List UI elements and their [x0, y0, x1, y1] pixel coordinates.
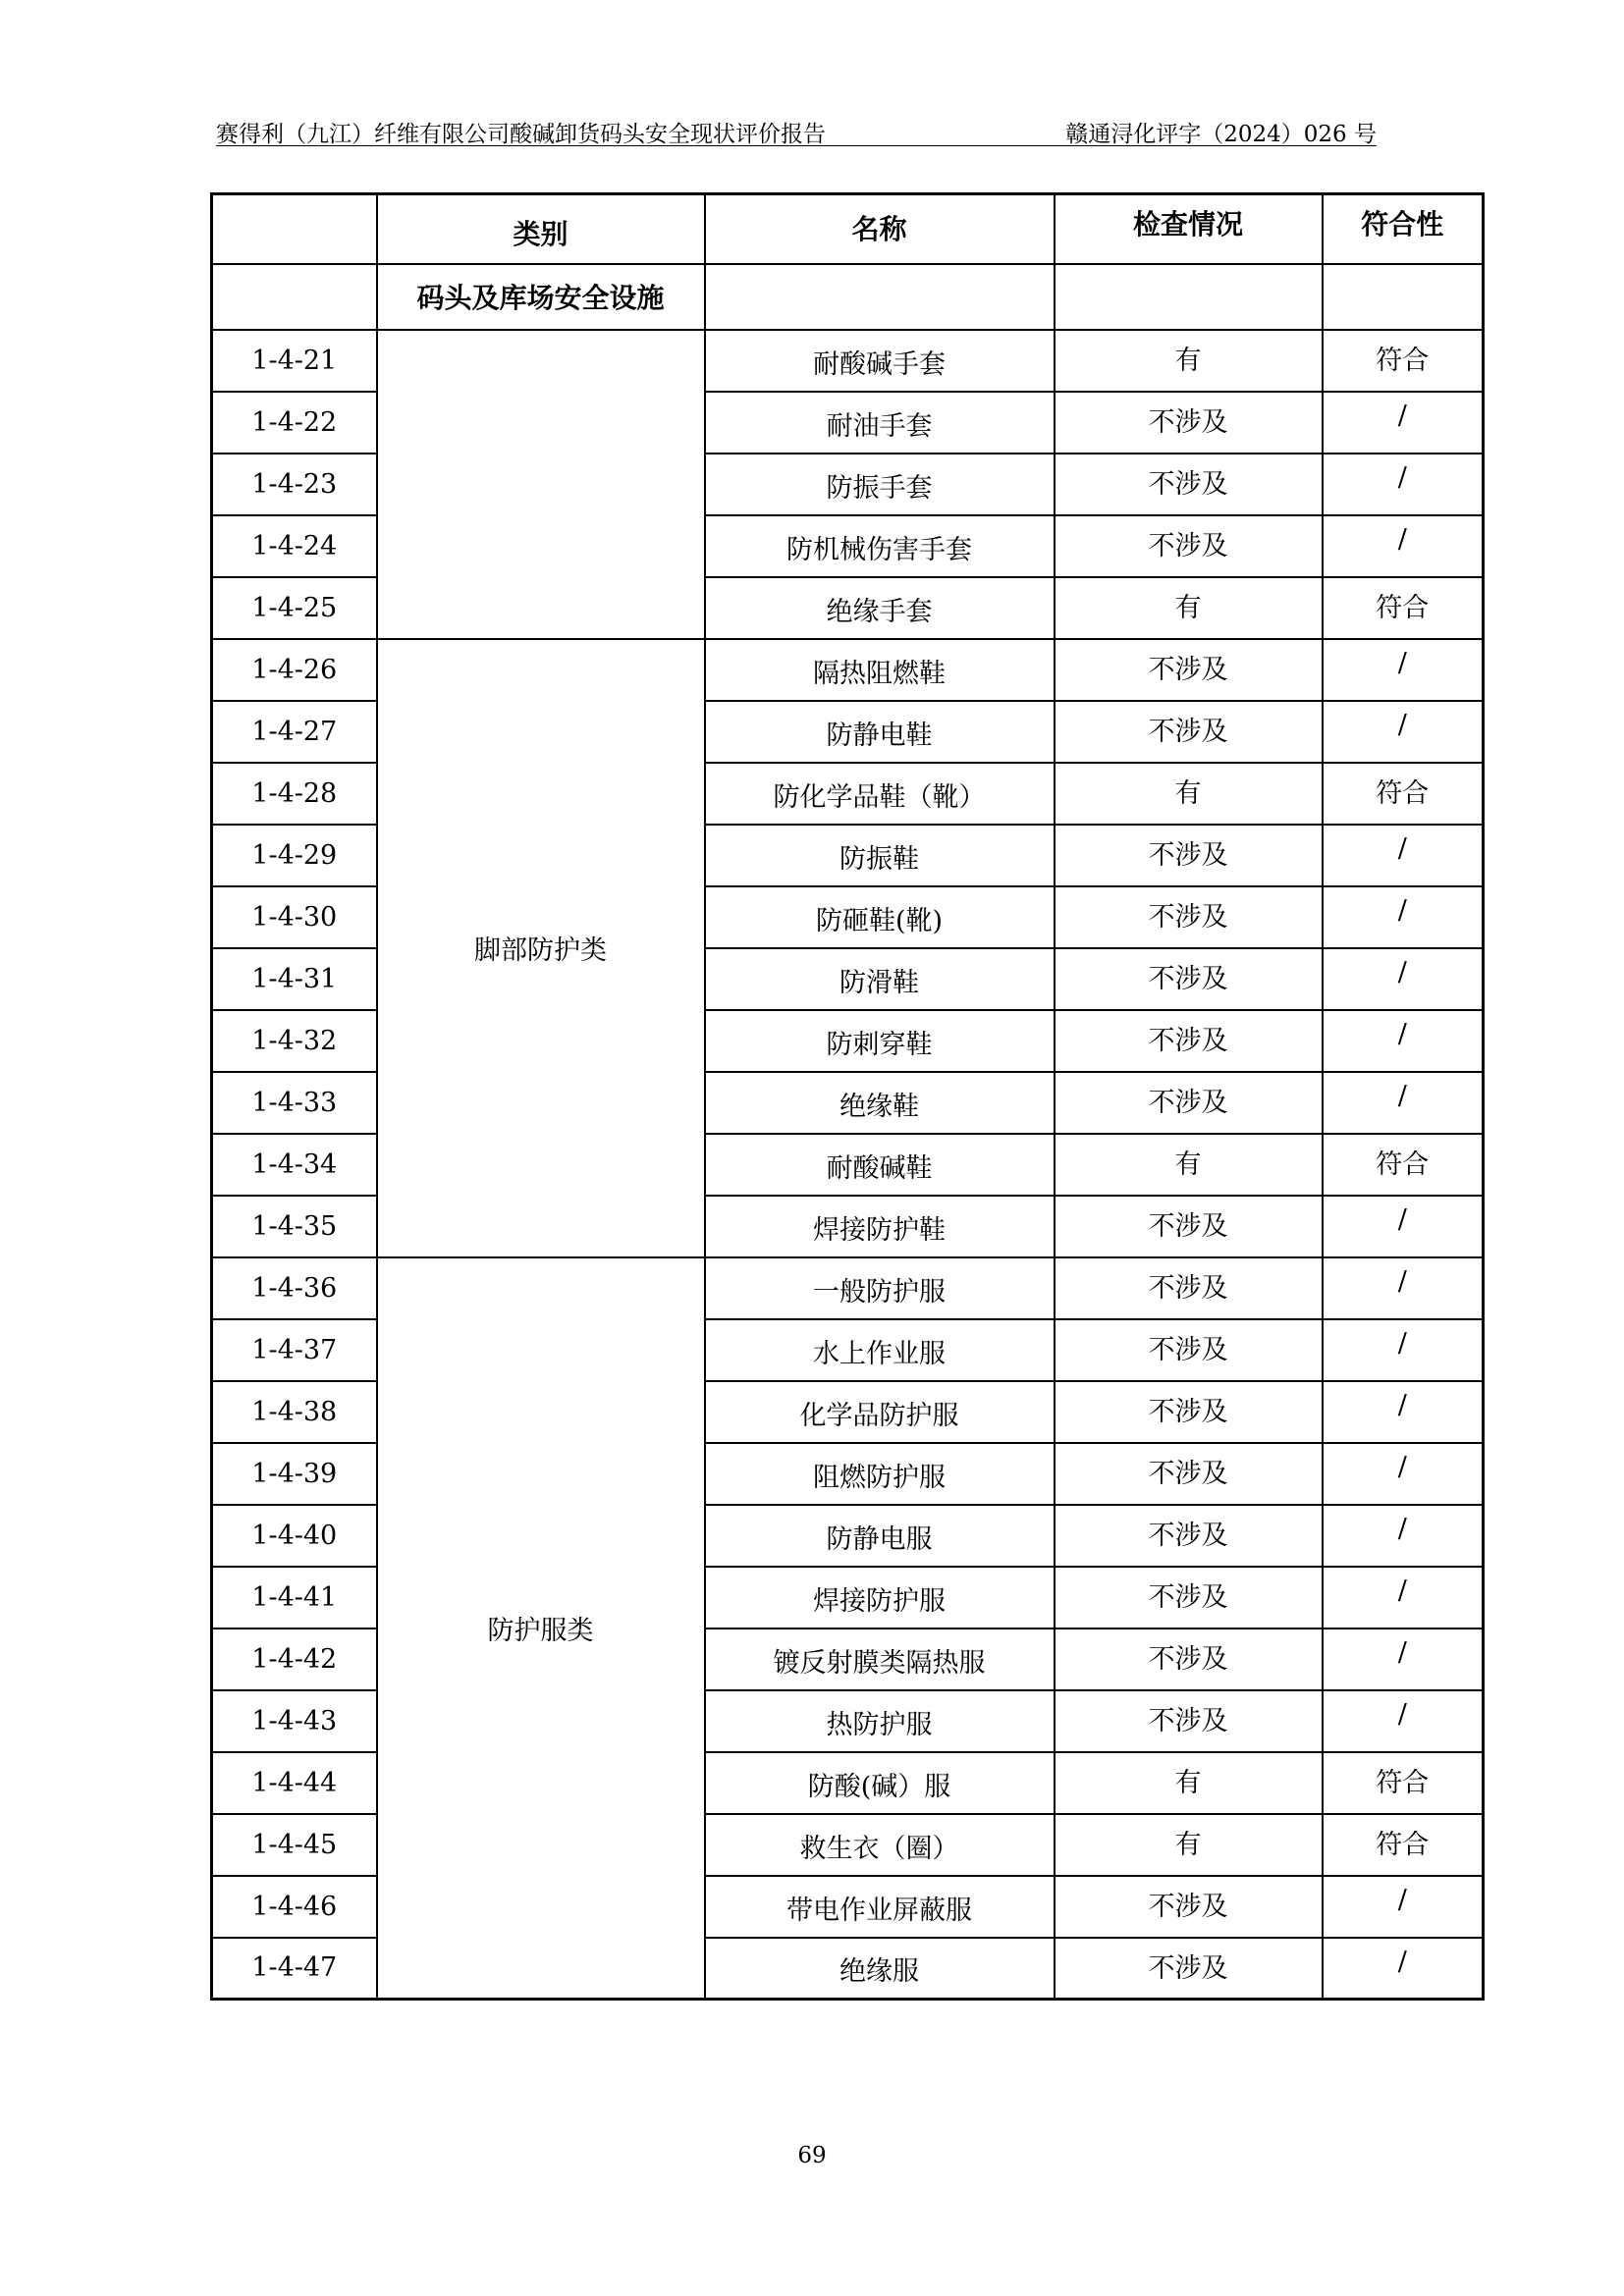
category-cell: 脚部防护类 [377, 639, 705, 1257]
item-id: 1-4-44 [212, 1752, 377, 1814]
check-status: 不涉及 [1055, 639, 1323, 701]
item-name: 防机械伤害手套 [705, 515, 1055, 577]
check-status: 有 [1055, 1134, 1323, 1196]
check-status: 不涉及 [1055, 1072, 1323, 1134]
compliance-status: / [1323, 1072, 1484, 1134]
page-header [216, 116, 1377, 146]
section-empty-cell [212, 264, 377, 330]
check-status: 不涉及 [1055, 948, 1323, 1010]
header-id [212, 194, 377, 264]
section-title: 码头及库场安全设施 [377, 264, 705, 330]
compliance-status: / [1323, 1690, 1484, 1752]
compliance-status: / [1323, 1505, 1484, 1567]
check-status: 有 [1055, 1752, 1323, 1814]
item-id: 1-4-28 [212, 763, 377, 825]
header-compliance: 符合性 [1323, 194, 1484, 264]
item-id: 1-4-21 [212, 330, 377, 392]
item-name: 耐酸碱手套 [705, 330, 1055, 392]
item-name: 防滑鞋 [705, 948, 1055, 1010]
compliance-status: / [1323, 515, 1484, 577]
compliance-status: / [1323, 1381, 1484, 1443]
item-id: 1-4-46 [212, 1876, 377, 1938]
item-id: 1-4-40 [212, 1505, 377, 1567]
check-status: 不涉及 [1055, 1567, 1323, 1629]
item-name: 救生衣（圈） [705, 1814, 1055, 1876]
header-check: 检查情况 [1055, 194, 1323, 264]
item-id: 1-4-41 [212, 1567, 377, 1629]
check-status: 不涉及 [1055, 1257, 1323, 1319]
header-category: 类别 [377, 194, 705, 264]
item-id: 1-4-36 [212, 1257, 377, 1319]
check-status: 有 [1055, 1814, 1323, 1876]
section-empty-cell [705, 264, 1055, 330]
item-name: 焊接防护鞋 [705, 1196, 1055, 1257]
report-number: 赣通浔化评字（2024）026 号 [1065, 122, 1377, 147]
compliance-status: 符合 [1323, 763, 1484, 825]
inspection-table [210, 192, 1485, 2001]
item-name: 防刺穿鞋 [705, 1010, 1055, 1072]
compliance-status: / [1323, 1876, 1484, 1938]
item-name: 耐油手套 [705, 392, 1055, 454]
check-status: 有 [1055, 330, 1323, 392]
check-status: 不涉及 [1055, 454, 1323, 515]
item-id: 1-4-32 [212, 1010, 377, 1072]
compliance-status: 符合 [1323, 577, 1484, 639]
item-name: 防静电鞋 [705, 701, 1055, 763]
item-id: 1-4-30 [212, 886, 377, 948]
item-name: 防振鞋 [705, 825, 1055, 886]
item-name: 镀反射膜类隔热服 [705, 1629, 1055, 1690]
check-status: 有 [1055, 763, 1323, 825]
compliance-status: / [1323, 886, 1484, 948]
section-empty-cell [1055, 264, 1323, 330]
item-name: 绝缘服 [705, 1938, 1055, 2000]
page-number: 69 [797, 2143, 827, 2168]
table-row [212, 1257, 1484, 1319]
check-status: 不涉及 [1055, 515, 1323, 577]
compliance-status: / [1323, 1443, 1484, 1505]
compliance-status: / [1323, 1567, 1484, 1629]
check-status: 不涉及 [1055, 1505, 1323, 1567]
item-name: 绝缘手套 [705, 577, 1055, 639]
check-status: 不涉及 [1055, 392, 1323, 454]
check-status: 不涉及 [1055, 1381, 1323, 1443]
item-name: 防砸鞋(靴) [705, 886, 1055, 948]
compliance-status: 符合 [1323, 1134, 1484, 1196]
item-name: 防化学品鞋（靴） [705, 763, 1055, 825]
check-status: 不涉及 [1055, 1690, 1323, 1752]
item-name: 绝缘鞋 [705, 1072, 1055, 1134]
item-id: 1-4-29 [212, 825, 377, 886]
item-name: 防静电服 [705, 1505, 1055, 1567]
table-row [212, 330, 1484, 392]
report-title: 赛得利（九江）纤维有限公司酸碱卸货码头安全现状评价报告 [216, 122, 826, 147]
item-id: 1-4-47 [212, 1938, 377, 2000]
check-status: 不涉及 [1055, 1629, 1323, 1690]
check-status: 不涉及 [1055, 886, 1323, 948]
item-name: 隔热阻燃鞋 [705, 639, 1055, 701]
compliance-status: / [1323, 1629, 1484, 1690]
compliance-status: / [1323, 1196, 1484, 1257]
item-id: 1-4-42 [212, 1629, 377, 1690]
check-status: 不涉及 [1055, 1443, 1323, 1505]
compliance-status: 符合 [1323, 1814, 1484, 1876]
item-name: 防振手套 [705, 454, 1055, 515]
item-id: 1-4-24 [212, 515, 377, 577]
category-cell: 防护服类 [377, 1257, 705, 2000]
check-status: 不涉及 [1055, 1938, 1323, 2000]
item-name: 防酸(碱）服 [705, 1752, 1055, 1814]
item-id: 1-4-43 [212, 1690, 377, 1752]
compliance-status: 符合 [1323, 330, 1484, 392]
check-status: 不涉及 [1055, 1876, 1323, 1938]
item-id: 1-4-45 [212, 1814, 377, 1876]
check-status: 不涉及 [1055, 1010, 1323, 1072]
compliance-status: / [1323, 1319, 1484, 1381]
table-row [212, 639, 1484, 701]
item-id: 1-4-25 [212, 577, 377, 639]
item-id: 1-4-34 [212, 1134, 377, 1196]
item-id: 1-4-27 [212, 701, 377, 763]
item-id: 1-4-22 [212, 392, 377, 454]
compliance-status: / [1323, 1257, 1484, 1319]
item-name: 耐酸碱鞋 [705, 1134, 1055, 1196]
compliance-status: / [1323, 1938, 1484, 2000]
item-name: 热防护服 [705, 1690, 1055, 1752]
item-id: 1-4-37 [212, 1319, 377, 1381]
compliance-status: / [1323, 454, 1484, 515]
compliance-status: 符合 [1323, 1752, 1484, 1814]
check-status: 不涉及 [1055, 1319, 1323, 1381]
item-id: 1-4-26 [212, 639, 377, 701]
item-name: 带电作业屏蔽服 [705, 1876, 1055, 1938]
item-name: 阻燃防护服 [705, 1443, 1055, 1505]
item-id: 1-4-39 [212, 1443, 377, 1505]
item-name: 焊接防护服 [705, 1567, 1055, 1629]
item-id: 1-4-23 [212, 454, 377, 515]
check-status: 不涉及 [1055, 701, 1323, 763]
compliance-status: / [1323, 701, 1484, 763]
category-cell [377, 330, 705, 639]
check-status: 不涉及 [1055, 825, 1323, 886]
section-row [212, 264, 1484, 330]
table-header-row [212, 194, 1484, 264]
item-name: 化学品防护服 [705, 1381, 1055, 1443]
check-status: 不涉及 [1055, 1196, 1323, 1257]
item-name: 一般防护服 [705, 1257, 1055, 1319]
compliance-status: / [1323, 639, 1484, 701]
compliance-status: / [1323, 825, 1484, 886]
compliance-status: / [1323, 1010, 1484, 1072]
check-status: 有 [1055, 577, 1323, 639]
header-name: 名称 [705, 194, 1055, 264]
item-id: 1-4-35 [212, 1196, 377, 1257]
item-id: 1-4-33 [212, 1072, 377, 1134]
compliance-status: / [1323, 392, 1484, 454]
compliance-status: / [1323, 948, 1484, 1010]
item-id: 1-4-38 [212, 1381, 377, 1443]
item-id: 1-4-31 [212, 948, 377, 1010]
section-empty-cell [1323, 264, 1484, 330]
item-name: 水上作业服 [705, 1319, 1055, 1381]
